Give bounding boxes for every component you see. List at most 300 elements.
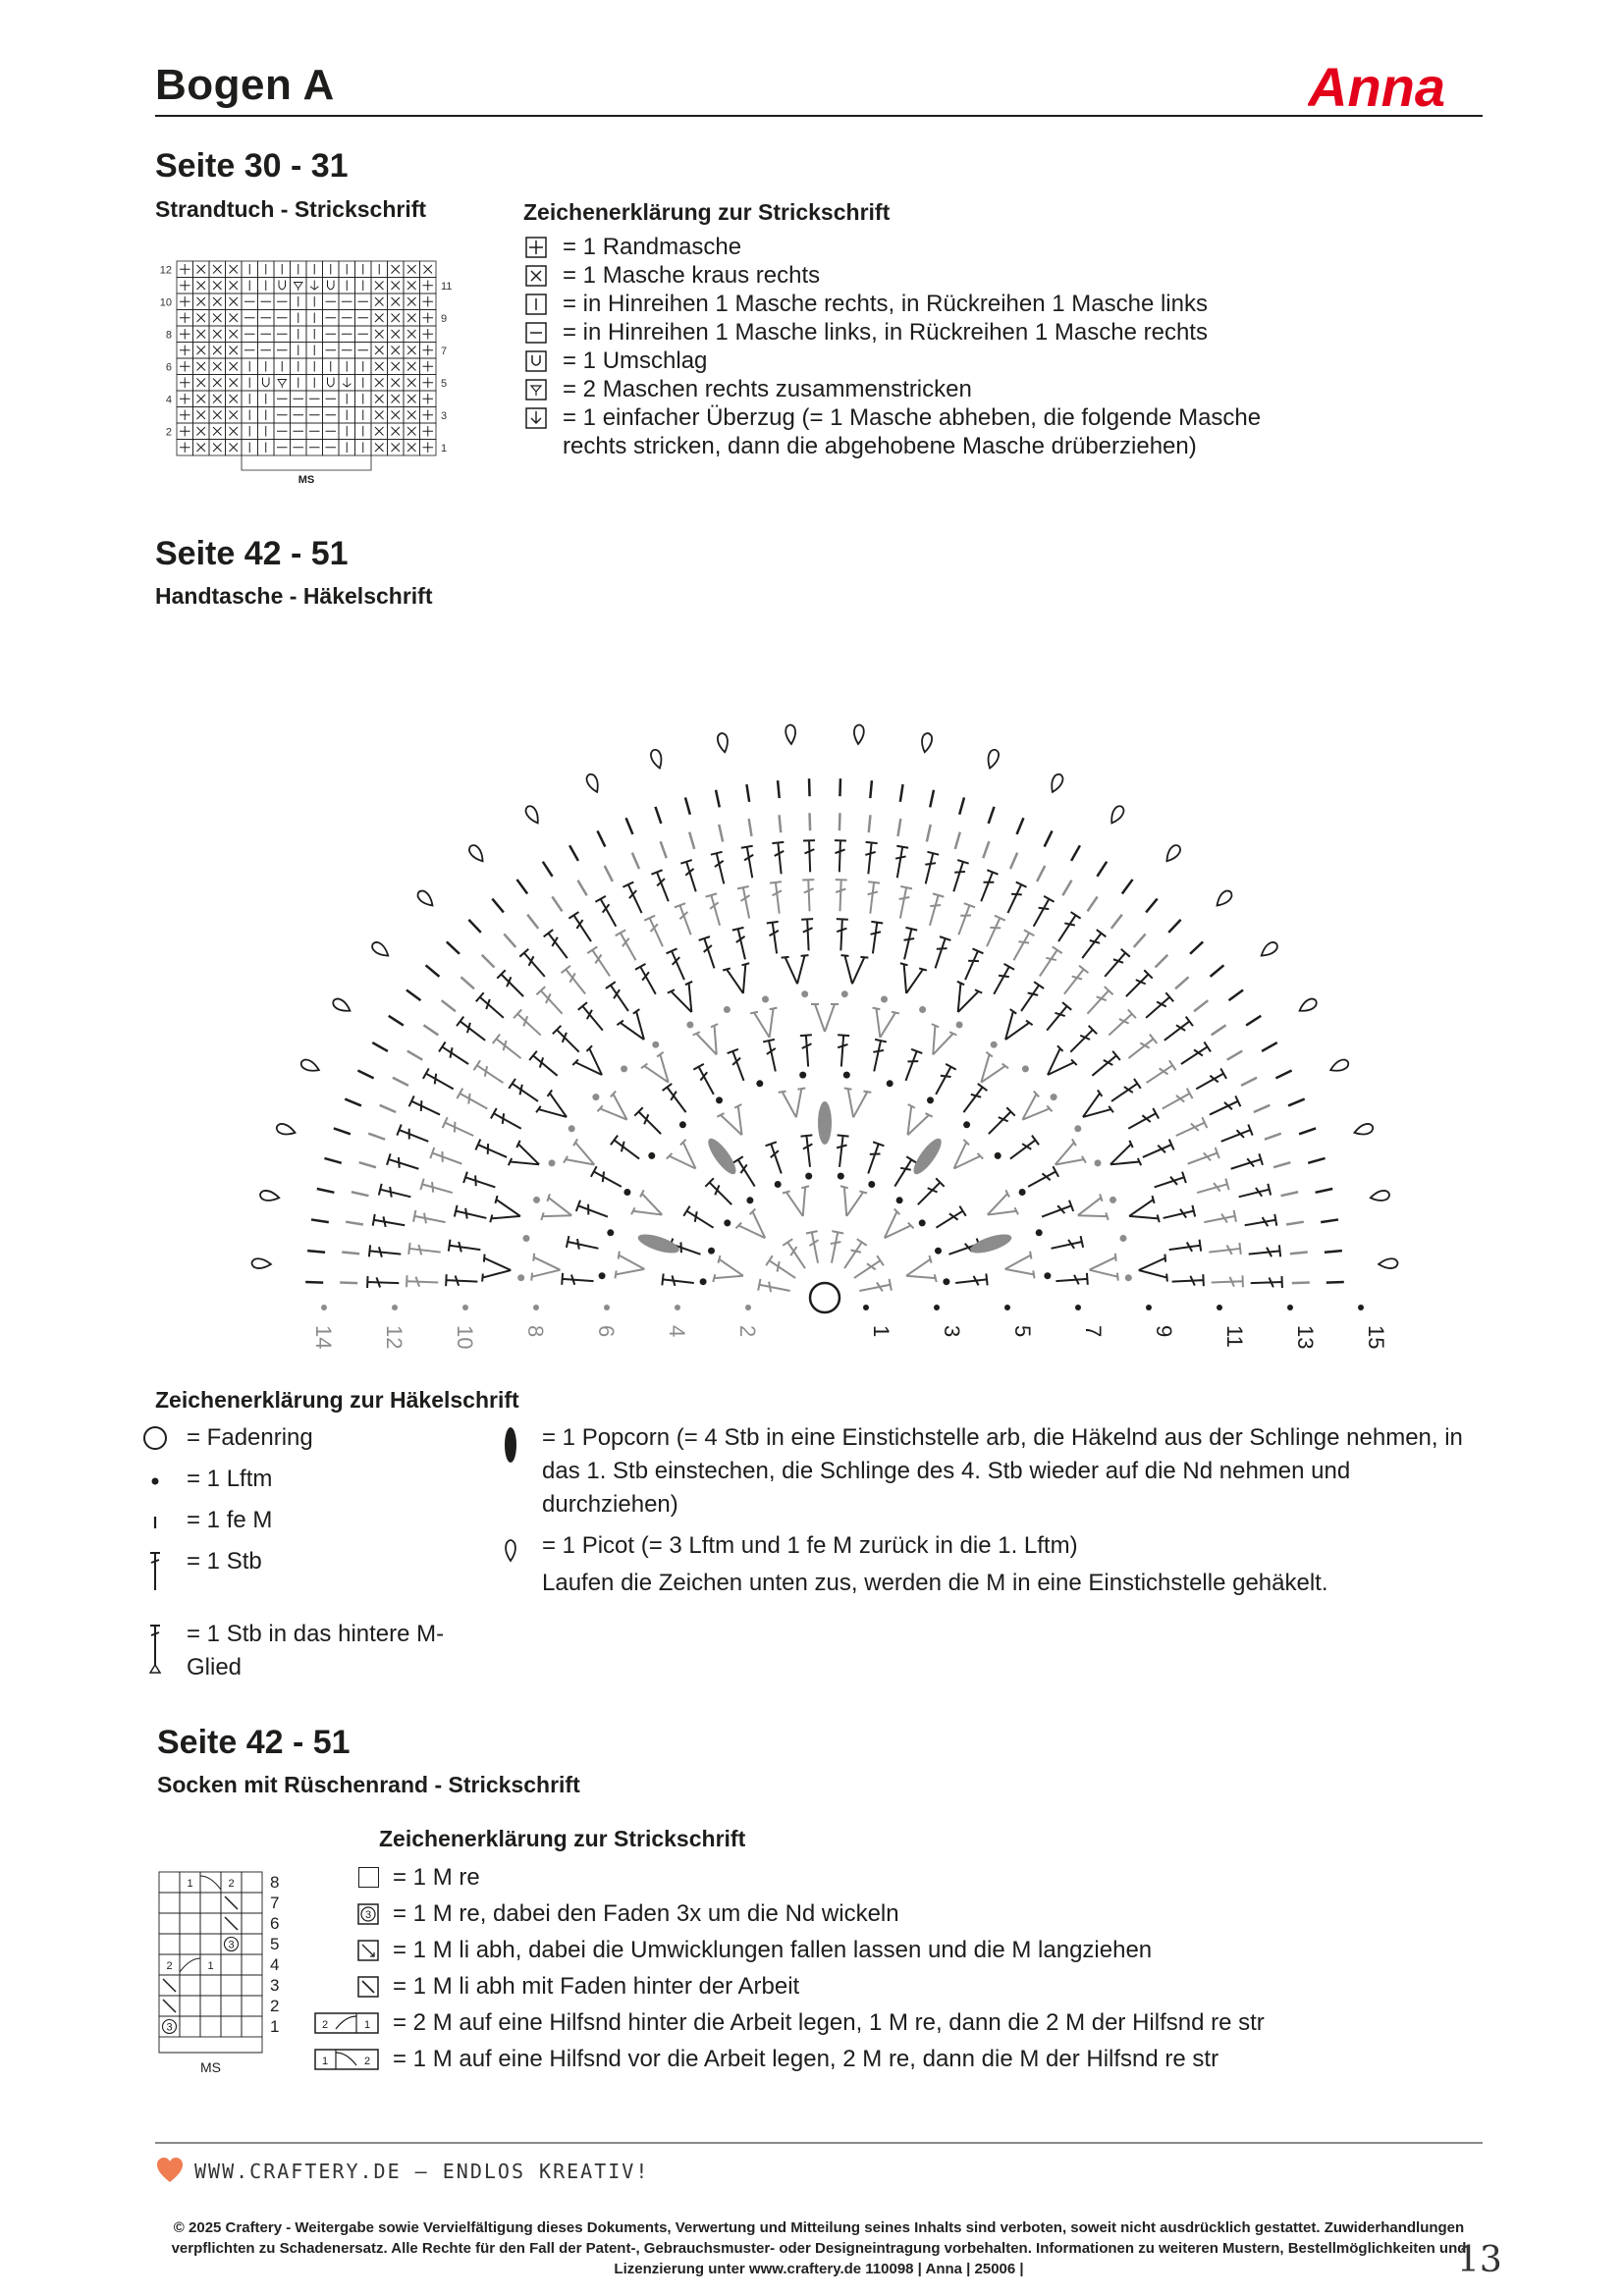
chart-cell [177, 375, 193, 392]
picot-icon [491, 1529, 530, 1567]
picot-stitch [1328, 1058, 1350, 1075]
legend-row [523, 347, 1261, 375]
slip-stitch [317, 1189, 335, 1193]
v-stitch [946, 982, 982, 1018]
legend-text: = 1 M re [393, 1863, 480, 1891]
chart-cell [177, 358, 193, 375]
v-stitch [631, 1190, 669, 1227]
legend-text: = 1 Stb in das hintere M-Glied [187, 1621, 445, 1681]
chain-stitch [881, 996, 888, 1003]
double-crochet-stitch [406, 1275, 438, 1288]
slip-stitch [346, 1222, 363, 1225]
back-loop-dc-icon [135, 1618, 175, 1655]
double-crochet-stitch [772, 842, 786, 875]
double-crochet-stitch [982, 916, 1005, 949]
slip-stitch [869, 815, 871, 832]
chart-cell [226, 358, 243, 375]
cable-back-label-a: 2 [321, 2018, 329, 2031]
double-crochet-stitch [864, 881, 880, 914]
chart-cell [274, 391, 291, 407]
slip-stitch [810, 813, 811, 830]
chart-cell [371, 407, 388, 424]
slip-stitch [1190, 941, 1203, 953]
slip-stitch [632, 853, 639, 870]
chart-cell [209, 294, 226, 310]
slip-stitch [1325, 1251, 1342, 1253]
chart-cell [404, 261, 420, 278]
chain-dot-icon [135, 1463, 175, 1500]
chart-cell [371, 294, 388, 310]
double-crochet-stitch [955, 1273, 988, 1288]
slip-stitch [543, 862, 553, 877]
legend-row [523, 261, 1261, 290]
chain-stitch [621, 1065, 627, 1072]
picot-stitch [415, 888, 436, 909]
double-crochet-stitch [1193, 1068, 1226, 1094]
chart-cell [177, 423, 193, 440]
chart-cell [291, 294, 307, 310]
plus-box-icon [523, 236, 549, 259]
double-crochet-icon [135, 1545, 175, 1582]
cable-back-icon [300, 2012, 393, 2034]
slip-stitch [324, 1158, 341, 1163]
slip-stitch [1321, 1219, 1338, 1222]
chart-cell [388, 358, 405, 375]
chart-cell [274, 310, 291, 327]
chart-cell [159, 1934, 180, 1954]
chart-cell [226, 310, 243, 327]
slip-stitch [1288, 1099, 1305, 1106]
chart-cell [339, 261, 355, 278]
double-crochet-stitch [1054, 912, 1081, 944]
chain-stitch [716, 1096, 723, 1103]
chart-cell [242, 261, 258, 278]
v-stitch [490, 1196, 523, 1229]
slip-stitch [1088, 896, 1098, 911]
chain-stitch [799, 1072, 806, 1079]
slip-stitch [426, 965, 440, 977]
chain-stitch [708, 1248, 715, 1255]
ms-bracket [242, 455, 371, 470]
chart-cell [371, 358, 388, 375]
double-crochet-stitch [519, 949, 549, 981]
cable-label: 1 [207, 1960, 214, 1972]
chart-cell [388, 278, 405, 294]
row-label: 2 [165, 426, 172, 439]
slip-stitch [1286, 1222, 1304, 1225]
double-crochet-stitch [449, 1240, 481, 1255]
slip-stitch [749, 819, 752, 836]
legend-text: = in Hinreihen 1 Masche links, in Rückreihen 1 Masche rechts [563, 319, 1208, 346]
v-stitch [875, 1209, 914, 1249]
magic-ring [810, 1283, 839, 1312]
chart-cell [221, 1996, 242, 2016]
section1-subtitle: Strandtuch - Strickschrift [155, 196, 427, 222]
double-crochet-stitch [473, 1060, 506, 1088]
slip-stitch [447, 941, 460, 953]
chain-stitch [775, 1181, 782, 1188]
chart-cell [291, 391, 307, 407]
double-crochet-stitch [591, 1166, 624, 1192]
chart-cell [209, 261, 226, 278]
slip-stitch-mark [163, 1979, 176, 1992]
chain-stitch [991, 1041, 998, 1048]
cable-line [200, 1876, 221, 1890]
double-crochet-stitch [867, 922, 883, 954]
v-stitch [1013, 1092, 1053, 1131]
slip-stitch [955, 832, 960, 849]
picot-stitch [370, 940, 391, 960]
slip-stitch [1292, 1283, 1310, 1284]
picot-stitch [717, 732, 730, 753]
slip-stitch [442, 1000, 456, 1011]
double-crochet-stitch [758, 1279, 791, 1297]
double-crochet-stitch [800, 1135, 815, 1167]
legend-row [300, 1859, 1265, 1896]
v-stitch [945, 1140, 984, 1179]
double-crochet-stitch [802, 880, 815, 911]
v-stitch [839, 955, 868, 985]
double-crochet-stitch [611, 1136, 643, 1164]
chain-stitch [868, 1181, 875, 1188]
chart-cell [200, 2016, 221, 2037]
double-crochet-stitch [1173, 1117, 1207, 1141]
cable-line [180, 1958, 200, 1972]
chart-cell [355, 358, 372, 375]
chart-cell [323, 261, 340, 278]
slip-stitch [393, 1078, 408, 1086]
double-crochet-stitch [1101, 949, 1130, 981]
crochet-round [406, 880, 1243, 1288]
round-label: 13 [1293, 1325, 1318, 1350]
double-crochet-stitch [1186, 1148, 1219, 1169]
chart-cell [242, 1954, 262, 1975]
legend-text: = 1 M auf eine Hilfsnd vor die Arbeit legen, 2 M re, dann die M der Hilfsnd re str [393, 2045, 1219, 2072]
legend-row [135, 1545, 489, 1604]
popcorn-stitch [818, 1101, 832, 1145]
chart-cell [306, 261, 323, 278]
double-crochet-stitch [455, 1205, 488, 1224]
chain-stitch [943, 1278, 949, 1285]
chart-cell [291, 423, 307, 440]
double-crochet-stitch [1109, 1079, 1141, 1106]
round-start-dot [533, 1305, 539, 1310]
double-crochet-stitch [1035, 946, 1062, 979]
slip-stitch [1122, 880, 1133, 894]
empty-box-icon [300, 1867, 393, 1888]
round-start-dot [1004, 1305, 1010, 1310]
slip-stitch [719, 825, 723, 842]
chart-cell [388, 294, 405, 310]
v-stitch [902, 1255, 936, 1289]
strandtuch-knit-chart [152, 253, 486, 507]
double-crochet-stitch [409, 1095, 443, 1120]
chart-cell [323, 375, 340, 392]
v-stitch [693, 1024, 730, 1060]
legend-row [523, 290, 1261, 318]
double-crochet-stitch [420, 1179, 454, 1199]
double-crochet-stitch [1006, 1136, 1039, 1164]
chain-stitch [1019, 1189, 1026, 1196]
double-crochet-stitch [836, 1035, 849, 1067]
double-crochet-stitch [835, 919, 847, 951]
slip-stitch [342, 1253, 359, 1255]
slip-stitch [809, 778, 810, 796]
picot-stitch [1048, 773, 1064, 794]
chart-cell [258, 294, 275, 310]
round-label: 15 [1364, 1325, 1388, 1350]
double-crochet-stitch [989, 964, 1014, 997]
slip-stitch [1097, 862, 1107, 877]
chart-cell [258, 343, 275, 359]
chart-cell [388, 423, 405, 440]
double-crochet-stitch [475, 1140, 509, 1163]
double-crochet-stitch [1207, 1095, 1240, 1120]
slip-stitch [870, 780, 872, 798]
row-label: 4 [165, 394, 172, 406]
magic-ring-icon [135, 1421, 175, 1459]
double-crochet-stitch [948, 860, 969, 893]
chain-stitch [549, 1159, 556, 1166]
chain-stitch [919, 1219, 926, 1226]
double-crochet-stitch [1025, 1166, 1058, 1192]
page-title: Bogen A [155, 61, 335, 109]
section1-legend-title: Zeichenerklärung zur Strickschrift [523, 199, 891, 225]
chart-cell [193, 294, 210, 310]
slip-stitch [689, 832, 694, 849]
double-crochet-stitch [868, 1040, 887, 1073]
chart-cell [274, 343, 291, 359]
chart-cell [371, 278, 388, 294]
chart-cell [258, 407, 275, 424]
row-label: 3 [270, 1976, 280, 1995]
slip-stitch-icon [135, 1504, 175, 1541]
slip-stitch [1212, 1025, 1226, 1035]
slip-stitch [1316, 1189, 1333, 1193]
chart-cell [388, 407, 405, 424]
chart-cell [306, 326, 323, 343]
round-label: 8 [523, 1325, 548, 1338]
legend-text: = 1 Lftm [187, 1466, 273, 1492]
chain-stitch [756, 1080, 763, 1087]
slip-stitch [345, 1099, 361, 1106]
chart-cell [193, 391, 210, 407]
slip-stitch [1299, 1128, 1316, 1134]
slip-stitch [1010, 853, 1017, 870]
crochet-round [367, 840, 1282, 1289]
double-crochet-stitch [1040, 1201, 1073, 1222]
chart-cell [193, 261, 210, 278]
legend-row [135, 1421, 489, 1459]
round-label: 10 [453, 1325, 477, 1350]
anna-logo [1308, 57, 1485, 116]
double-crochet-stitch [803, 840, 816, 872]
double-crochet-stitch [1002, 882, 1027, 916]
v-stitch [536, 1090, 574, 1128]
chart-cell [420, 440, 437, 456]
round-start-dot [462, 1305, 468, 1310]
legend-text: = 1 Picot (= 3 Lftm und 1 fe M zurück in die 1. Lftm) [542, 1532, 1078, 1559]
row-label: 6 [165, 361, 172, 374]
double-crochet-stitch [1125, 1108, 1159, 1134]
chain-stitch [607, 1229, 614, 1236]
double-crochet-stitch [1122, 970, 1153, 1000]
row-label: 5 [270, 1935, 280, 1953]
slip-stitch [1227, 1051, 1242, 1060]
slip-stitch [552, 896, 562, 911]
chart-cell [339, 358, 355, 375]
slip-stitch [839, 778, 840, 796]
slip-stitch [1175, 977, 1189, 988]
v-stitch [981, 1190, 1018, 1227]
ms-bracket [159, 2037, 262, 2053]
chart-cell [180, 1913, 200, 1934]
chart-cell [258, 310, 275, 327]
chart-cell [242, 423, 258, 440]
chart-cell [242, 1872, 262, 1893]
section3-legend-title: Zeichenerklärung zur Strickschrift [379, 1826, 746, 1851]
picot-stitch [649, 748, 664, 770]
chart-cell [226, 423, 243, 440]
brand-logo-text: Anna [1308, 57, 1445, 116]
chart-cell [323, 423, 340, 440]
skp-box-icon [523, 406, 549, 430]
legend-text: = 1 Popcorn (= 4 Stb in eine Einstichstelle arb, die Häkelnd aus der Schlinge nehmen, in das 1. Stb einstechen, die Schlinge des 4. Stb wieder auf die Nd nehmen und durchziehen) [542, 1424, 1463, 1518]
legal-notice: © 2025 Craftery - Weitergabe sowie Vervielfältigung dieses Dokuments, Verwertung und Mitteilung seines Inhalts sind verboten, soweit nicht ausdrücklich gestattet. Zuwiderhandlungen verpflichten zu Schadenersatz. Alle Rechte für den Fall der Patent-, Gebrauchsmuster- oder Designeintragung vorbehalten. Informationen zu weiteren Mustern, Bestellmöglichkeiten und Lizenzierung unter www.craftery.de 110098 | Anna | 25006 | [171, 2219, 1467, 2277]
round-start-dot [1358, 1305, 1364, 1310]
v-stitch [1075, 1090, 1113, 1128]
v-stitch [834, 1186, 867, 1219]
chart-cell [388, 375, 405, 392]
double-crochet-stitch [1209, 1243, 1241, 1258]
double-crochet-stitch [667, 948, 690, 982]
double-crochet-stitch [985, 1107, 1015, 1138]
v-stitch [541, 1194, 575, 1228]
socken-knit-chart [152, 1860, 299, 2096]
row-label: 12 [159, 264, 172, 277]
double-crochet-stitch [1211, 1275, 1242, 1288]
v-stitch [615, 1252, 646, 1283]
chart-cell [209, 423, 226, 440]
picot-stitch [1297, 996, 1319, 1014]
v-stitch [893, 963, 927, 996]
slip-stitch [927, 825, 931, 842]
v-stitch [717, 1104, 754, 1142]
chart-cell [193, 440, 210, 456]
chart-cell [226, 326, 243, 343]
v-stitch [736, 1209, 776, 1249]
double-crochet-stitch [800, 1035, 814, 1067]
cross-box-icon [523, 264, 549, 288]
chart-cell [323, 358, 340, 375]
picot-stitch [585, 773, 602, 794]
chain-stitch [523, 1235, 530, 1242]
double-crochet-stitch [408, 1243, 441, 1258]
slip-stitch [1037, 866, 1045, 881]
double-crochet-stitch [693, 1064, 719, 1097]
double-crochet-stitch [651, 870, 674, 903]
double-crochet-stitch [497, 970, 527, 1000]
legend-text: = 1 Randmasche [563, 234, 742, 260]
double-crochet-stitch [1219, 1124, 1253, 1147]
double-crochet-stitch [834, 1135, 848, 1167]
chart-cell [193, 407, 210, 424]
chain-stitch [724, 1006, 731, 1013]
chart-cell [226, 294, 243, 310]
slip-stitch [352, 1192, 369, 1196]
slip-stitch [1134, 934, 1146, 947]
double-crochet-stitch [863, 1142, 885, 1175]
double-crochet-stitch [1171, 1274, 1204, 1287]
double-crochet-stitch [387, 1153, 420, 1174]
chart-cell [371, 343, 388, 359]
crochet-round [251, 724, 1398, 1269]
legend-row [300, 1932, 1265, 1968]
chain-stitch [919, 1006, 926, 1013]
chart-cell [209, 358, 226, 375]
chart-cell [420, 407, 437, 424]
slip-stitch [359, 1162, 376, 1167]
chart-cell [159, 1913, 180, 1934]
chain-stitch [801, 990, 808, 997]
double-crochet-stitch [1066, 1026, 1097, 1056]
v-stitch [1049, 1139, 1086, 1176]
slip-stitch [482, 955, 495, 968]
section2-legend-title: Zeichenerklärung zur Häkelschrift [155, 1387, 519, 1413]
chain-stitch [935, 1248, 942, 1255]
double-crochet-stitch [924, 893, 944, 927]
slip-stitch-mark [163, 2000, 176, 2012]
chart-cell [339, 310, 355, 327]
double-crochet-stitch [544, 930, 572, 962]
double-crochet-stitch [1028, 896, 1054, 930]
slip-stitch [1168, 920, 1180, 933]
slip-stitch [839, 813, 840, 830]
slip-drop-box-icon [300, 1940, 393, 1961]
row-label: 11 [441, 280, 453, 293]
crochet-round [562, 1035, 1088, 1287]
chain-stitch [1044, 1272, 1051, 1279]
chart-cell [420, 423, 437, 440]
cable-front-icon [300, 2049, 393, 2070]
chart-cell [420, 261, 437, 278]
slip-stitch [407, 1051, 422, 1060]
chart-cell [242, 310, 258, 327]
double-crochet-stitch [367, 1276, 399, 1289]
chart-cell [371, 261, 388, 278]
chart-cell [420, 310, 437, 327]
popcorn-stitch [909, 1135, 946, 1178]
chart-cell [193, 358, 210, 375]
chart-cell [371, 310, 388, 327]
chart-cell [193, 278, 210, 294]
slip-stitch [357, 1070, 373, 1078]
slip-stitch [900, 784, 903, 802]
slip-stitch [930, 790, 934, 808]
row-label: 9 [441, 312, 448, 325]
double-crochet-stitch [514, 1009, 545, 1040]
chain-stitch [1120, 1235, 1127, 1242]
double-crochet-stitch [894, 886, 912, 920]
chart-cell [420, 326, 437, 343]
round-label: 4 [665, 1325, 689, 1338]
double-crochet-stitch [1143, 1060, 1175, 1088]
double-crochet-stitch [890, 1156, 916, 1189]
legend-text: = 1 M li abh, dabei die Umwicklungen fallen lassen und die M langziehen [393, 1936, 1153, 1963]
double-crochet-stitch [493, 1035, 525, 1063]
legend-row [300, 1896, 1265, 1932]
double-crochet-stitch [476, 992, 508, 1022]
